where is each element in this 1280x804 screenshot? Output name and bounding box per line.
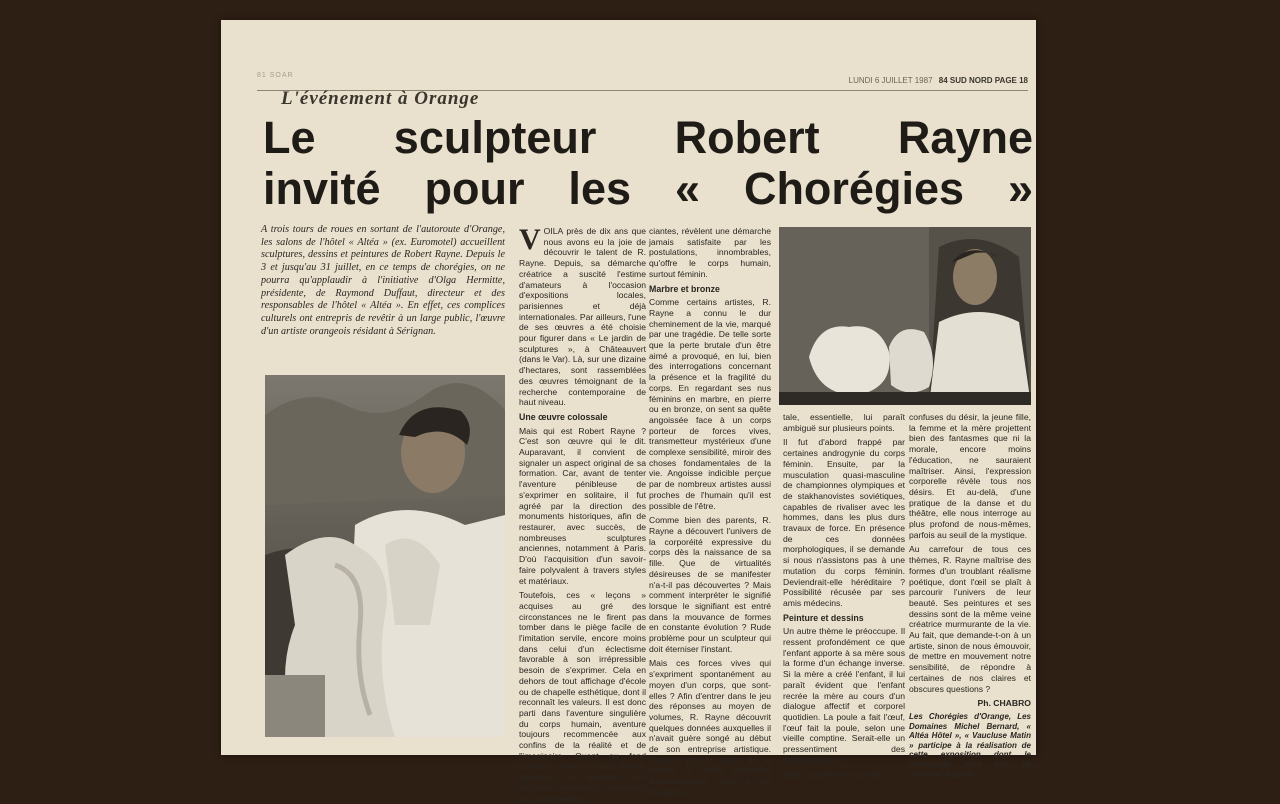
paragraph: Il fut d'abord frappé par certaines androgynie du corps féminin. Ensuite, par la musculation quasi-masculine de championnes olympiques et de stakhanovistes soviétiques, capables de rivaliser avec les hommes, dans les plus durs travaux de force. En présence de ces données morphologiques, il se demande si nous n'assistons pas à une mutation du corps féminin. Deviendrait-elle héréditaire ? Possibilité récusée par ses amis médecins.	[783, 437, 905, 608]
paragraph: tale, essentielle, lui paraît ambiguë sur plusieurs points.	[783, 412, 905, 433]
subhead-marbre-et-bronze: Marbre et bronze	[649, 283, 720, 294]
exhibition-note: Les Chorégies d'Orange, Les Domaines Michel Bernard, « Altéa Hôtel », « Vaucluse Matin » participe à la réalisation de cette exposition dont le vernissage aura lieu ce mercredi 8 juillet.	[909, 711, 1031, 779]
article-column-1	[519, 223, 646, 804]
newspaper-clipping	[221, 20, 1036, 804]
subhead-peinture-et-dessins: Peinture et dessins	[783, 612, 864, 623]
paragraph: Un autre thème le préoccupe. Il ressent profondément ce que l'enfant apporte à sa mère sous la forme d'un échange inverse. Si la mère a créé l'enfant, il lui paraît évident que l'enfant recrée la mère au cours d'un dialogue affectif et corporel quotidien. La poule a fait l'œuf, l'œuf fait la poule, selon une vieille comptine. Serait-elle un pressentiment des psychanalyse ?	[783, 626, 905, 765]
kicker: L'événement à Orange	[281, 88, 480, 109]
issue-date: LUNDI 6 JUILLET 1987	[848, 76, 933, 85]
paragraph-text: OILA près de dix ans que nous avons eu la joie de découvrir le talent de R. Rayne. Depuis, sa démarche créatrice a suscité l'estime d'amateurs à l'occasion d'expositions locales, parisiennes et déjà internationales. Par ailleurs, l'une de ses œuvres a été choisie pour figurer dans « Le jardin de sculptures », à Châteauvert (dans le Var). Là, sur une dizaine d'hectares, sont rassemblées des œuvres témoignant de la recherche contemporaine de haut niveau.	[519, 226, 646, 408]
section-name: 84 SUD NORD	[938, 76, 993, 85]
paragraph: Comme bien des parents, R. Rayne a découvert l'univers de la corporéité expressive du corps dès la naissance de sa fille. Que de virtualités désireuses de se manifester n'a-t-il pas découvertes ? Mais comment interpréter le signifié lorsque le signifiant est entré dans la mouvance de formes en constante évolution ? Rude problème pour un sculpteur qui doit éterniser l'instant.	[649, 515, 771, 654]
page-folio	[849, 76, 1028, 85]
paragraph: Comme certains artistes, R. Rayne a connu le dur cheminement de la vie, marqué par une tragédie. De telle sorte que la perte brutale d'un être aimé a provoqué, en lui, bien des interrogations concernant la présence et la fragilité du corps. En regardant ses nus féminins en marbre, en pierre ou en bronze, on sent sa quête angoissée face à un corps porteur de forces vives, transmetteur mystérieux d'une complexe sensibilité, miroir des choses fondamentales de la vie. Angoisse indicible perçue par de nombreux artistes aussi proches de l'humain qu'il est possible de l'être.	[649, 297, 771, 511]
artist-with-sculptures-photo	[779, 227, 1031, 405]
paragraph: Au carrefour de tous ces thèmes, R. Rayne maîtrise des formes d'un troublant réalisme poétique, dont l'œil se plaît à parcourir l'univers de leur beauté. Ses peintures et ses dessins sont de la même veine créatrice murmurante de la vie. Au fait, que demande-t-on à un artiste, sinon de nous émouvoir, de mettre en mouvement notre sensibilité, de répondre à certaines de nos claires et obscures questions ?	[909, 544, 1031, 694]
headline-line-1: Le sculpteur Robert Rayne	[263, 112, 1033, 163]
paragraph: Toutefois, ces « leçons » acquises au gré des circonstances ne le firent pas tomber dans le piège facile de l'imitation servile, encore moins dans celui d'un éclectisme favorable à son irrépressible besoin de s'exprimer. Cela en dehors de tout affichage d'école ou de chapelle esthétique, dont il reconnaît les valeurs. Il est donc parti dans l'aventure singulière du corps humain, aventure toujours recommencée aux confins de la réalité et de l'imaginaire. Quant au fond motivant, telle ou telle forme, figurative ou abstraite, ses narrations plastiques, volontaires ou inconscientes,	[519, 590, 646, 804]
sculptor-photo	[265, 375, 505, 737]
paragraph: confuses du désir, la jeune fille, la femme et la mère projettent bien des fantasmes que ni la morale, encore moins l'éducation, ne sauraient maîtriser. Ainsi, l'expression corporelle révèle tous nos désirs. Et au-delà, d'une pratique de la danse et du théâtre, elle nous interroge au plus profond de nous-mêmes, parfois au seuil de la mystique.	[909, 412, 1031, 540]
article-column-3	[783, 412, 905, 780]
paragraph	[519, 223, 646, 408]
lead-paragraph: A trois tours de roues en sortant de l'autoroute d'Orange, les salons de l'hôtel « Altéa » (ex. Euromotel) accueillent sculptures, dessins et peintures de Robert Rayne. Depuis le 3 et jusqu'au 31 juillet, en ce temps de chorégies, on ne pourra qu'applaudir à l'initiative d'Olga Hermitte, présidente, de Raymond Duffaut, directeur et des responsables de l'hôtel « Altéa ». En effet, ces complices culturels ont entrepris de revêtir à un large public, l'œuvre d'un artiste orangeois résidant à Sérignan.	[261, 224, 505, 337]
article-column-2	[649, 226, 771, 797]
author-signature: Ph. CHABRO	[977, 698, 1031, 709]
paragraph: Mais qui est Robert Rayne ? C'est son œuvre qui le dit. Auparavant, il convient de signaler un aspect original de sa formation. Car, avant de tenter l'aventure pénibleuse de s'exprimer en solitaire, il fut agréé par la direction des monuments historiques, afin de restaurer, avec succès, de nombreuses sculptures anciennes, notamment à Paris. D'où l'acquisition d'un savoir-faire polyvalent à travers styles et matériaux.	[519, 425, 646, 586]
article-column-4	[909, 412, 1031, 779]
paragraph: Enfin, au gré des sources	[783, 769, 881, 780]
headline-line-2: invité pour les « Chorégies »	[263, 163, 1033, 214]
drop-cap: V	[519, 223, 541, 256]
page-number: PAGE 18	[994, 76, 1028, 85]
subhead-oeuvre-colossale: Une œuvre colossale	[519, 411, 608, 422]
folio-left: 81 SOAR	[257, 72, 294, 79]
paragraph: Mais ces forces vives qui s'expriment spontanément au moyen d'un corps, que sont-elles ? Afin d'entrer dans le jeu des réponses au moyen de volumes, R. Rayne découvrit quelques données auxquelles il n'avait guère songé au début de son entreprise artistique. Fasciné par le corps de la femme, il devint prisonnier d'interrogations, dont la clef fondamen-	[649, 658, 771, 797]
paragraph: ciantes, révèlent une démarche jamais satisfaite par les postulations, innombrables, qu'offre le corps humain, surtout féminin.	[649, 226, 771, 279]
headline	[263, 112, 1033, 214]
